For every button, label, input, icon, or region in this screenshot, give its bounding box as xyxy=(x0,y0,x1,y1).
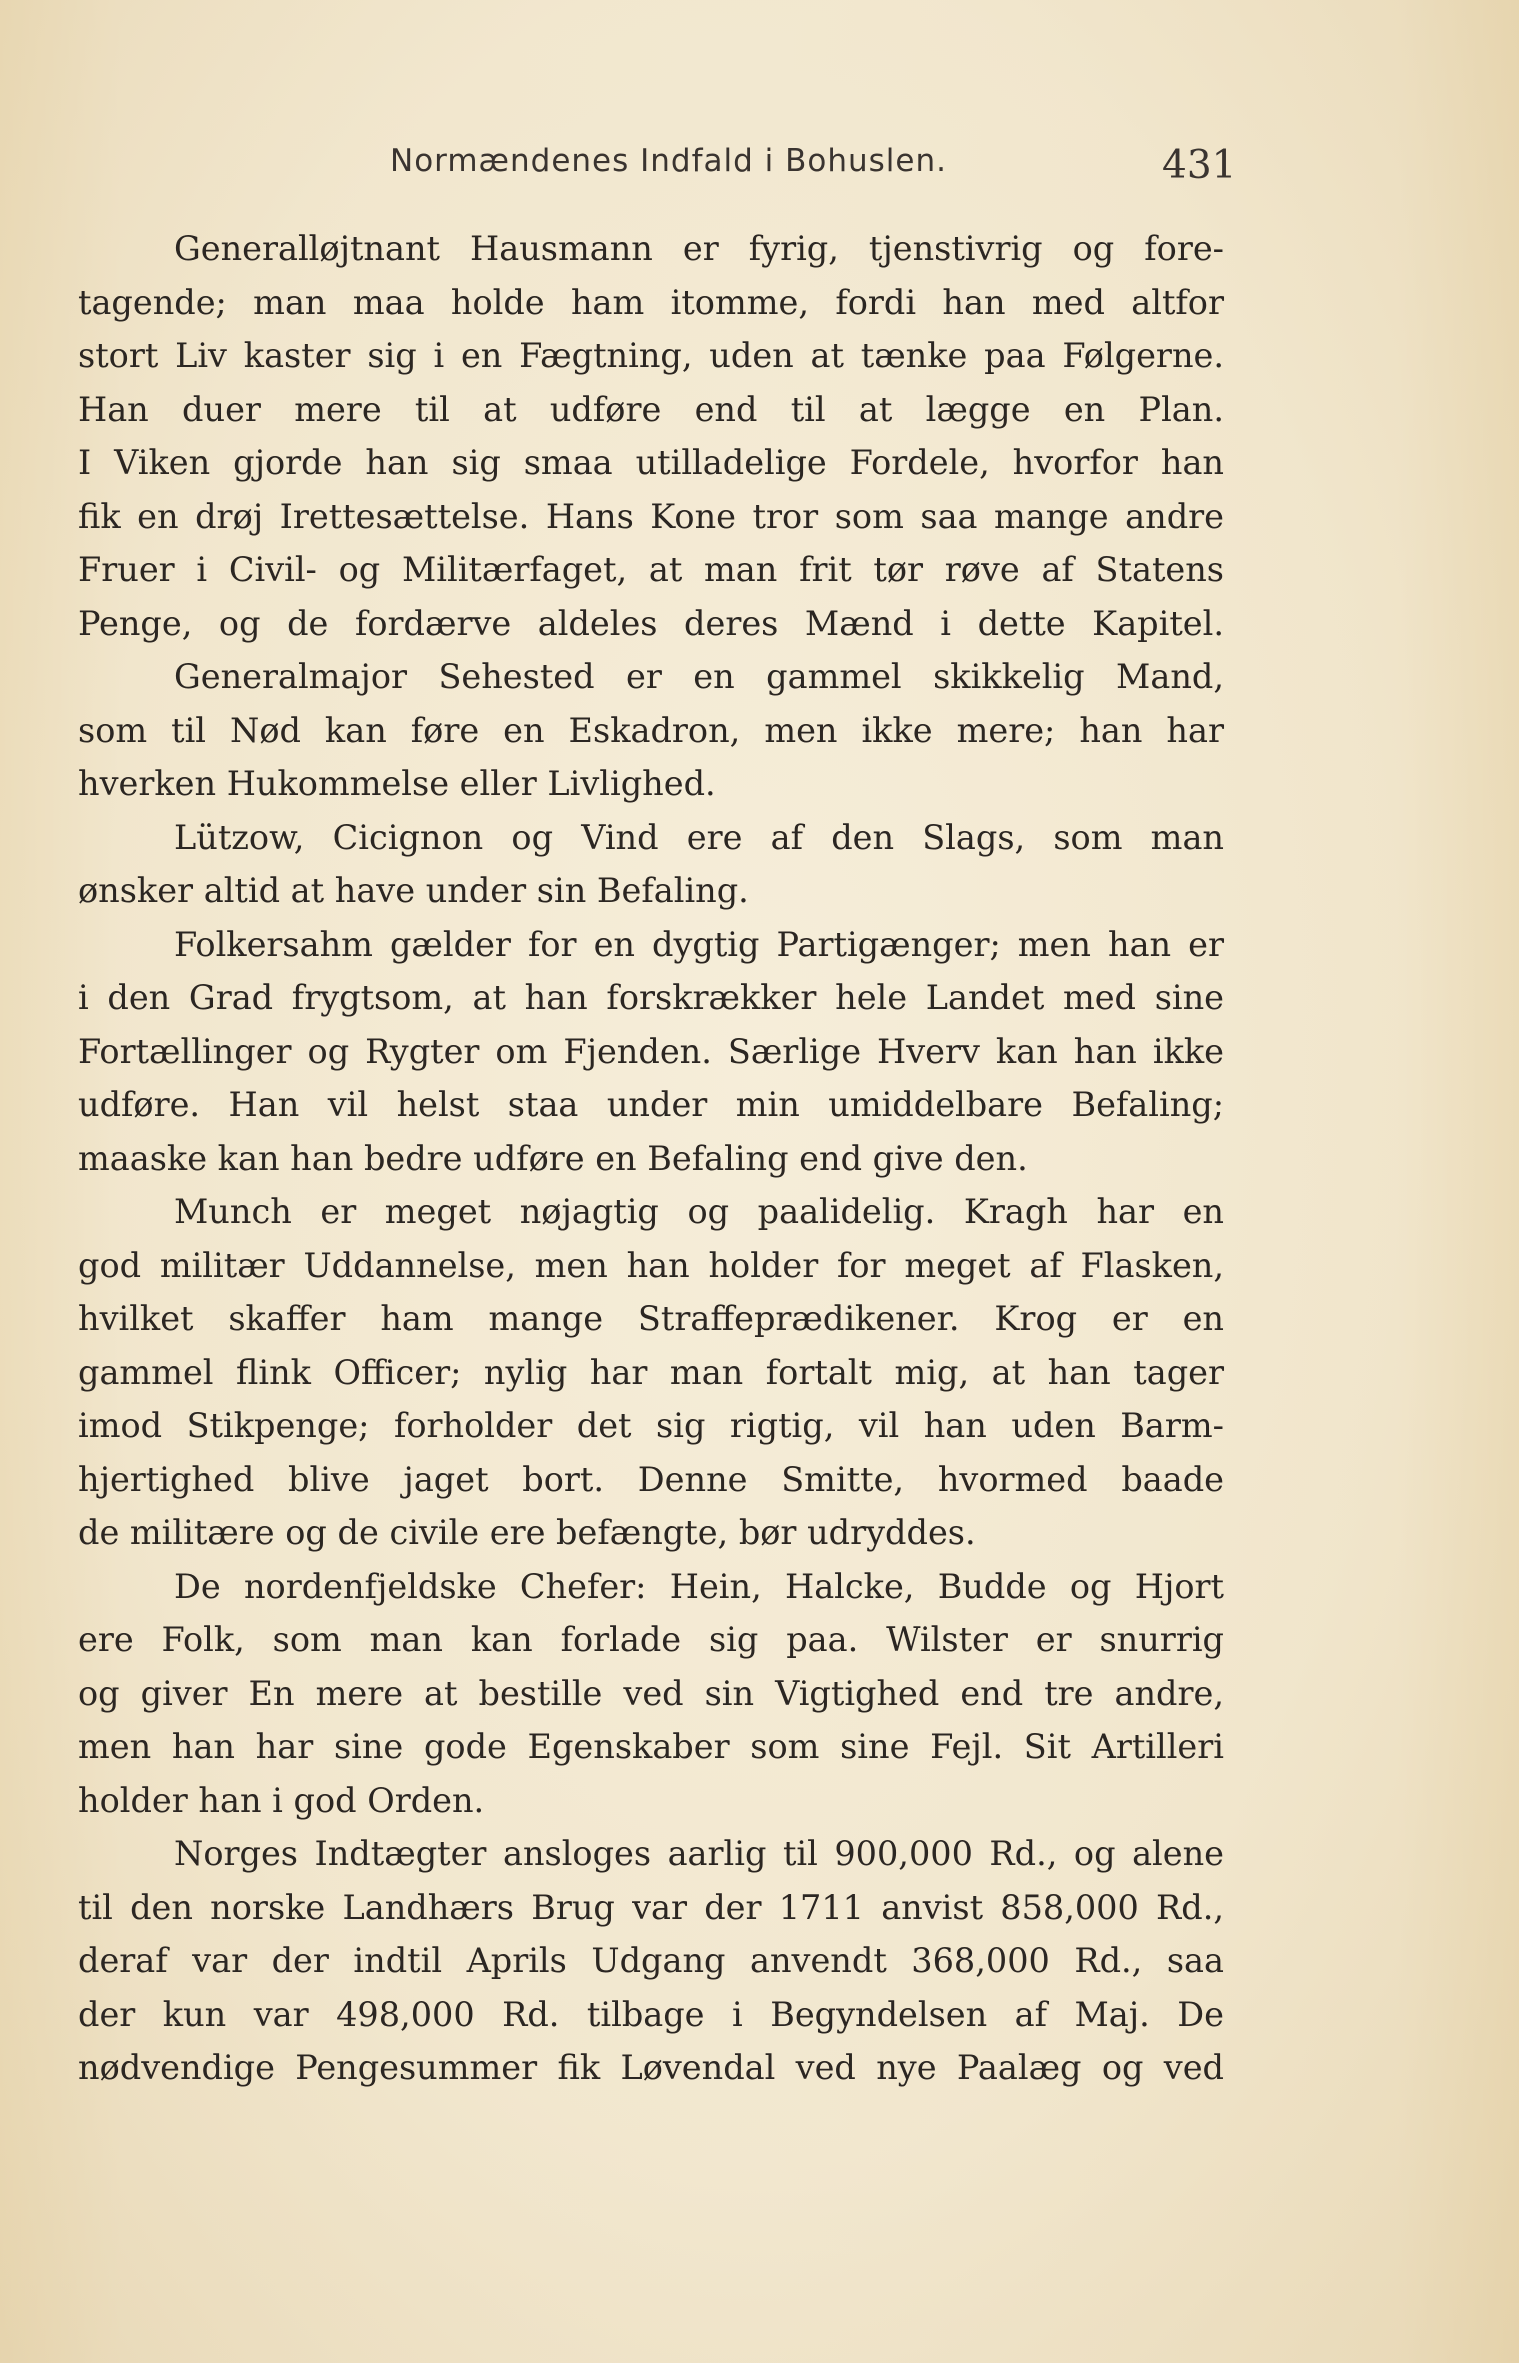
text-line: Munch er meget nøjagtig og paalidelig. Kragh har en xyxy=(174,1192,1224,1231)
text-line: som til Nød kan føre en Eskadron, men ikke mere; han har xyxy=(78,710,1224,750)
text-line: men han har sine gode Egenskaber som sine Fejl. Sit Artilleri xyxy=(78,1727,1224,1766)
text-line: Fortællinger og Rygter om Fjenden. Særlige Hverv kan han ikke xyxy=(78,1031,1224,1071)
text-line: Lützow, Cicignon og Vind ere af den Slags, som man xyxy=(174,817,1224,857)
text-line: fik en drøj Irettesættelse. Hans Kone tror som saa mange andre xyxy=(78,496,1224,536)
text-line: hvilket skaffer ham mange Straffeprædikener. Krog er en xyxy=(78,1299,1224,1338)
body-text xyxy=(78,222,1224,2095)
text-line: ere Folk, som man kan forlade sig paa. Wilster er snurrig xyxy=(78,1620,1224,1659)
text-line: imod Stikpenge; forholder det sig rigtig, vil han uden Barm- xyxy=(78,1406,1224,1445)
paragraph-sehested xyxy=(78,650,1224,811)
paragraph-lutzow xyxy=(78,811,1224,918)
text-line: de militære og de civile ere befængte, bør udryddes. xyxy=(78,1513,976,1552)
paragraph-folkersahm xyxy=(78,918,1224,1186)
paragraph-norges-indtaegter xyxy=(78,1827,1224,2095)
text-line: Generalmajor Sehested er en gammel skikkelig Mand, xyxy=(174,657,1224,696)
text-line: der kun var 498,000 Rd. tilbage i Begyndelsen af Maj. De xyxy=(78,1994,1224,2034)
text-line: hjertighed blive jaget bort. Denne Smitte, hvormed baade xyxy=(78,1459,1224,1499)
text-line: nødvendige Pengesummer fik Løvendal ved nye Paalæg og ved xyxy=(78,2048,1224,2087)
text-line: maaske kan han bedre udføre en Befaling end give den. xyxy=(78,1138,1028,1178)
text-line: Penge, og de fordærve aldeles deres Mænd i dette Kapitel. xyxy=(78,603,1224,643)
text-line: udføre. Han vil helst staa under min umiddelbare Befaling; xyxy=(78,1085,1224,1124)
text-line: holder han i god Orden. xyxy=(78,1780,485,1820)
text-line: Folkersahm gælder for en dygtig Partigænger; men han er xyxy=(174,924,1224,964)
paragraph-hausmann xyxy=(78,222,1224,650)
paragraph-nordenfjeldske xyxy=(78,1560,1224,1828)
text-line: til den norske Landhærs Brug var der 1711 anvist 858,000 Rd., xyxy=(78,1887,1224,1927)
text-line: i den Grad frygtsom, at han forskrækker hele Landet med sine xyxy=(78,978,1224,1017)
text-line: tagende; man maa holde ham itomme, fordi han med altfor xyxy=(78,282,1224,322)
text-line: Norges Indtægter ansloges aarlig til 900,000 Rd., og alene xyxy=(174,1834,1224,1873)
text-line: god militær Uddannelse, men han holder for meget af Flasken, xyxy=(78,1245,1224,1285)
text-line: gammel flink Officer; nylig har man fortalt mig, at han tager xyxy=(78,1352,1224,1392)
text-line: og giver En mere at bestille ved sin Vigtighed end tre andre, xyxy=(78,1673,1224,1713)
page-number: 431 xyxy=(1162,143,1237,188)
text-line: ønsker altid at have under sin Befaling. xyxy=(78,871,749,910)
paragraph-munch xyxy=(78,1185,1224,1560)
text-line: stort Liv kaster sig i en Fægtning, uden at tænke paa Følgerne. xyxy=(78,336,1224,375)
text-line: hverken Hukommelse eller Livlighed. xyxy=(78,764,716,803)
running-head: Normændenes Indfald i Bohuslen. xyxy=(390,143,947,179)
text-line: I Viken gjorde han sig smaa utilladelige Fordele, hvorfor han xyxy=(78,443,1224,482)
text-line: De nordenfjeldske Chefer: Hein, Halcke, Budde og Hjort xyxy=(174,1566,1224,1606)
text-line: Fruer i Civil- og Militærfaget, at man frit tør røve af Statens xyxy=(78,550,1224,589)
text-line: Han duer mere til at udføre end til at lægge en Plan. xyxy=(78,389,1224,429)
text-line: Generalløjtnant Hausmann er fyrig, tjenstivrig og fore- xyxy=(174,229,1224,268)
text-line: deraf var der indtil Aprils Udgang anvendt 368,000 Rd., saa xyxy=(78,1941,1224,1980)
